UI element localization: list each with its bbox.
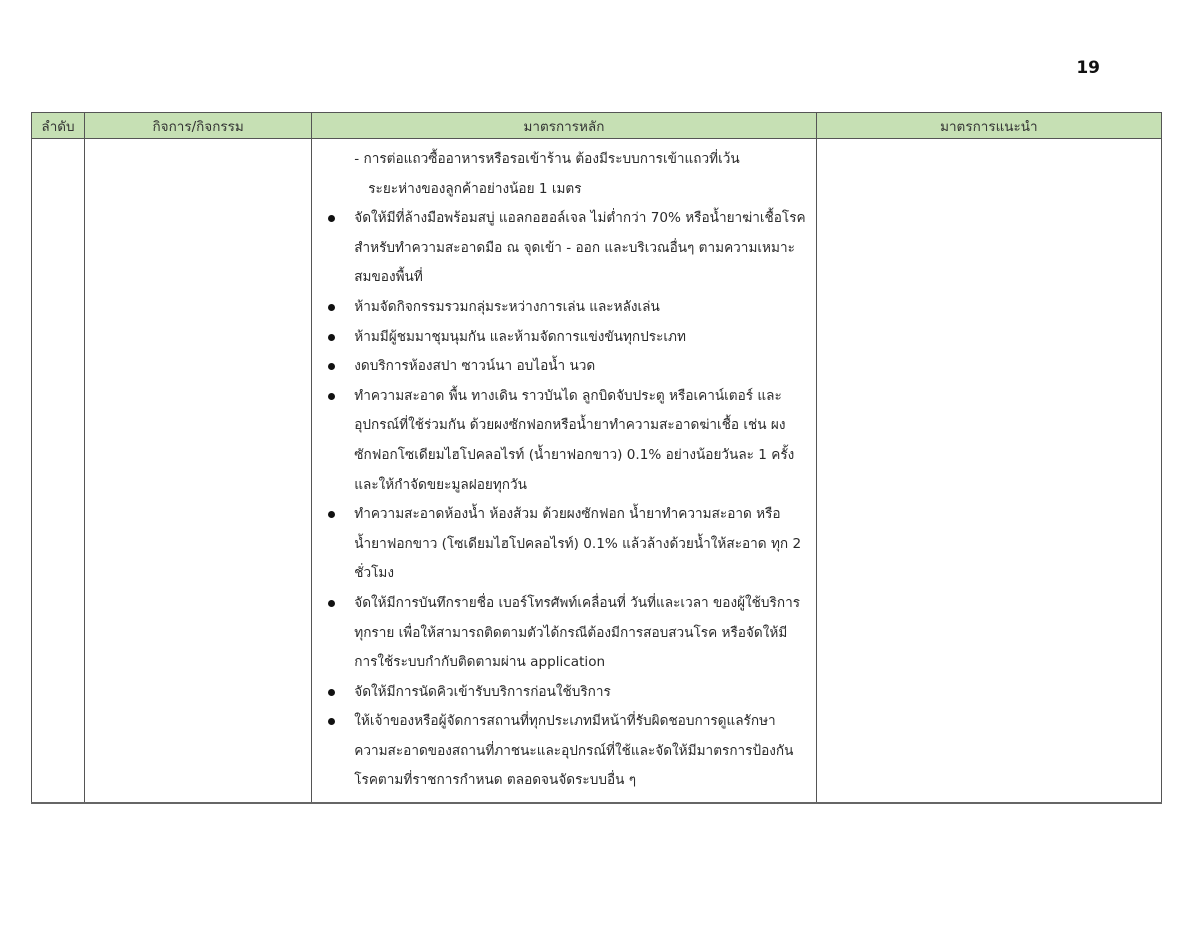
- recommended-measures-cell: [816, 139, 1161, 804]
- measure-item: [326, 204, 805, 293]
- bullet-icon: [328, 363, 335, 370]
- bullet-icon: [328, 600, 335, 607]
- measure-list: [326, 204, 805, 796]
- measure-item: [326, 323, 805, 353]
- bullet-icon: [328, 689, 335, 696]
- continued-sub-item: [326, 145, 805, 204]
- measure-text: ทำความสะอาดห้องน้ำ ห้องส้วม ด้วยผงซักฟอก น้ำยาทำความสะอาด หรือน้ำยาฟอกขาว (โซเดียมไฮโปคลอไรท์) 0.1% แล้วล้างด้วยน้ำให้สะอาด ทุก 2 ชั่วโมง: [354, 506, 802, 582]
- measure-item: [326, 500, 805, 589]
- bullet-icon: [328, 334, 335, 341]
- bullet-icon: [328, 393, 335, 400]
- measure-item: [326, 382, 805, 500]
- measure-item: [326, 589, 805, 678]
- measure-text: จัดให้มีที่ล้างมือพร้อมสบู่ แอลกอฮอล์เจล ไม่ต่ำกว่า 70% หรือน้ำยาฆ่าเชื้อโรค สำหรับทำความสะอาดมือ ณ จุดเข้า - ออก และบริเวณอื่นๆ ตามความเหมาะสมของพื้นที่: [354, 210, 806, 286]
- measure-text: งดบริการห้องสปา ซาวน์นา อบไอน้ำ นวด: [354, 358, 596, 375]
- measures-table: [31, 112, 1162, 804]
- measure-item: [326, 352, 805, 382]
- measure-text: ห้ามมีผู้ชมมาชุมนุมกัน และห้ามจัดการแข่งขันทุกประเภท: [354, 328, 686, 345]
- measure-item: [326, 293, 805, 323]
- measure-text: ให้เจ้าของหรือผู้จัดการสถานที่ทุกประเภทมีหน้าที่รับผิดชอบการดูแลรักษาความสะอาดของสถานที่ภาชนะและอุปกรณ์ที่ใช้และจัดให้มีมาตรการป้องกันโรคตามที่ราชการกำหนด ตลอดจนจัดระบบอื่น ๆ: [354, 713, 794, 789]
- measure-text: ทำความสะอาด พื้น ทางเดิน ราวบันได ลูกบิดจับประตู หรือเคาน์เตอร์ และอุปกรณ์ที่ใช้ร่วมกัน ด้วยผงซักฟอกหรือน้ำยาทำความสะอาดฆ่าเชื้อ เช่น ผงซักฟอกโซเดียมไฮโปคลอไรท์ (น้ำยาฟอกขาว) 0.1% อย่างน้อยวันละ 1 ครั้ง และให้กำจัดขยะมูลฝอยทุกวัน: [354, 387, 795, 493]
- sub-item-line1: - การต่อแถวซื้ออาหารหรือรอเข้าร้าน ต้องมีระบบการเข้าแถวที่เว้น: [354, 151, 740, 167]
- measure-text: จัดให้มีการบันทึกรายชื่อ เบอร์โทรศัพท์เคลื่อนที่ วันที่และเวลา ของผู้ใช้บริการทุกราย เพื่อให้สามารถติดตามตัวได้กรณีต้องมีการสอบสวนโรค หรือจัดให้มีการใช้ระบบกำกับติดตามผ่าน application: [354, 594, 801, 671]
- header-order: ลำดับ: [32, 113, 85, 139]
- header-recommended-measures: มาตรการแนะนำ: [816, 113, 1161, 139]
- sub-item-line2: ระยะห่างของลูกค้าอย่างน้อย 1 เมตร: [368, 180, 582, 197]
- measure-item: [326, 678, 805, 708]
- measure-text: จัดให้มีการนัดคิวเข้ารับบริการก่อนใช้บริการ: [354, 683, 611, 700]
- bullet-icon: [328, 304, 335, 311]
- bullet-icon: [328, 511, 335, 518]
- activity-cell: [85, 139, 312, 804]
- bullet-icon: [328, 215, 335, 222]
- measure-item: [326, 707, 805, 796]
- measure-text: ห้ามจัดกิจกรรมรวมกลุ่มระหว่างการเล่น และหลังเล่น: [354, 298, 660, 315]
- bullet-icon: [328, 718, 335, 725]
- header-main-measures: มาตรการหลัก: [312, 113, 816, 139]
- main-measures-cell: [312, 139, 816, 804]
- table-header-row: [32, 113, 1162, 139]
- page-number: 19: [1076, 58, 1100, 78]
- order-cell: [32, 139, 85, 804]
- table-row: [32, 139, 1162, 804]
- header-activity: กิจการ/กิจกรรม: [85, 113, 312, 139]
